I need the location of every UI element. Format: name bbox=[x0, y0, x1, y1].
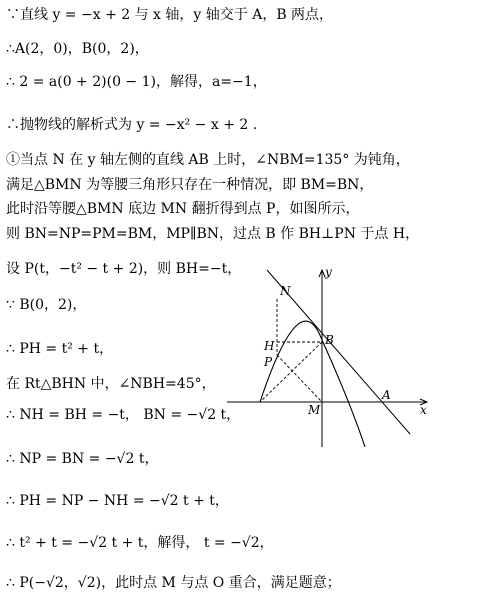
text-line-16: ∴ t² + t = −√2 t + t，解得， t = −√2， bbox=[6, 535, 274, 551]
text-line-2: ∴A(2，0)，B(0，2)， bbox=[6, 41, 149, 57]
parabola bbox=[260, 321, 365, 447]
label-m: M bbox=[308, 403, 321, 417]
label-x: x bbox=[420, 403, 427, 417]
label-h: H bbox=[264, 339, 275, 353]
text-line-13: ∴ NH = BH = −t， BN = −√2 t， bbox=[6, 407, 241, 423]
text-line-6: 满足△BMN 为等腰三角形只存在一种情况，即 BM=BN， bbox=[6, 177, 374, 193]
label-p: P bbox=[264, 355, 273, 369]
text-line-14: ∴ NP = BN = −√2 t， bbox=[6, 451, 159, 467]
text-line-15: ∴ PH = NP − NH = −√2 t + t， bbox=[6, 493, 229, 509]
text-line-5: ①当点 N 在 y 轴左侧的直线 AB 上时，∠NBM=135° 为钝角， bbox=[6, 152, 410, 168]
text-line-9: 设 P(t，−t² − t + 2)，则 BH=−t， bbox=[6, 261, 242, 277]
label-y: y bbox=[325, 265, 332, 279]
text-line-7: 此时沿等腰△BMN 底边 MN 翻折得到点 P，如图所示， bbox=[6, 201, 360, 217]
label-n: N bbox=[280, 284, 291, 298]
label-b: B bbox=[325, 333, 334, 347]
geometry-figure bbox=[222, 262, 432, 452]
text-line-11: ∴ PH = t² + t， bbox=[6, 341, 114, 357]
text-line-3: ∴ 2 = a(0 + 2)(0 − 1)，解得，a=−1， bbox=[6, 74, 267, 90]
text-line-4: ∴抛物线的解析式为 y = −x² − x + 2 . bbox=[6, 117, 258, 133]
text-line-8: 则 BN=NP=PM=BM，MP∥BN，过点 B 作 BH⊥PN 于点 H， bbox=[6, 226, 420, 242]
text-line-17: ∴ P(−√2，√2)，此时点 M 与点 O 重合，满足题意； bbox=[6, 575, 341, 591]
label-a: A bbox=[382, 388, 391, 402]
text-line-10: ∵ B(0，2)， bbox=[6, 297, 87, 313]
text-line-12: 在 Rt△BHN 中，∠NBH=45°， bbox=[6, 376, 216, 392]
text-line-1: ∵直线 y = −x + 2 与 x 轴，y 轴交于 A，B 两点， bbox=[6, 7, 334, 23]
